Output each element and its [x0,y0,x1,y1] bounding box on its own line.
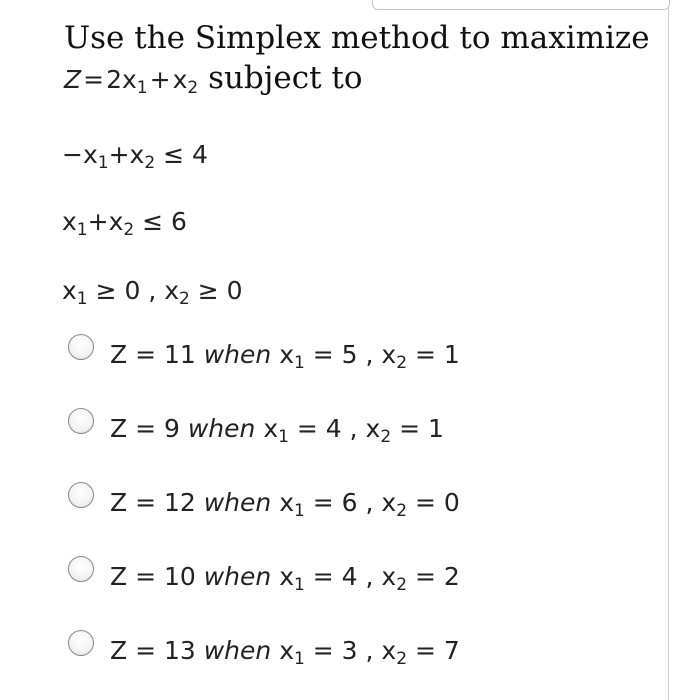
question-prefix: Use the Simplex method to maximize [64,20,650,56]
option-when: when [203,487,272,517]
option-x1-val: = 3 , x [304,635,397,665]
option-z: Z = 12 [110,487,196,517]
top-tab [372,0,670,10]
option-x2-sub: 2 [396,352,408,373]
option-x2-sub: 2 [380,426,392,447]
constraint-1-op: +x [108,140,145,169]
constraint-1-op-sub: 2 [144,153,156,173]
option-x2-val: = 1 [391,413,444,443]
radio-button[interactable] [68,408,94,434]
objective-term1: 2x [106,65,137,94]
answer-option-2[interactable] [68,408,444,448]
objective-term2: x [172,65,188,94]
radio-button[interactable] [68,334,94,360]
option-x1-sub: 1 [294,574,305,595]
constraint-2-lhs: x [62,207,77,236]
objective-plus: + [149,65,171,94]
option-when: when [187,413,256,443]
constraint-2-op-sub: 2 [123,220,135,240]
question-text [64,18,654,100]
answer-option-2-label [110,413,444,447]
answer-option-1[interactable] [68,334,460,374]
constraint-3-op-sub: 2 [179,289,190,309]
constraint-3-rhs: ≥ 0 [189,276,243,305]
option-z: Z = 9 [110,413,180,443]
option-x1-sub: 1 [278,426,289,447]
constraint-1-lhs-sub: 1 [97,153,109,173]
option-x2-val: = 1 [407,339,460,369]
answer-option-4-label [110,561,460,595]
option-x1-sub: 1 [294,648,305,669]
option-when: when [203,561,272,591]
answer-option-3[interactable] [68,482,460,522]
objective-eq: = [83,65,105,94]
radio-button[interactable] [68,630,94,656]
constraint-2-rhs: ≤ 6 [134,207,187,236]
option-x2-sub: 2 [396,574,408,595]
objective-z: Z [64,65,82,94]
option-x1-sub: 1 [294,500,305,521]
option-z: Z = 11 [110,339,196,369]
option-x1: x [279,339,295,369]
option-x1-val: = 6 , x [304,487,397,517]
constraint-3-lhs-sub: 1 [76,289,88,309]
objective-term1-sub: 1 [136,78,148,98]
constraint-2-op: +x [87,207,124,236]
option-x1: x [279,635,295,665]
constraint-nonnegativity [62,276,243,309]
option-when: when [203,635,272,665]
option-when: when [203,339,272,369]
answer-option-5[interactable] [68,630,460,670]
question-suffix: subject to [208,60,363,96]
answer-option-1-label [110,339,460,373]
radio-button[interactable] [68,482,94,508]
option-x1: x [279,561,295,591]
constraint-1 [62,140,208,173]
option-x1-sub: 1 [294,352,305,373]
constraint-1-rhs: ≤ 4 [155,140,208,169]
answer-option-3-label [110,487,460,521]
option-x1-val: = 5 , x [304,339,397,369]
option-x2-sub: 2 [396,500,408,521]
option-x1: x [279,487,295,517]
answer-option-5-label [110,635,460,669]
constraint-2-lhs-sub: 1 [76,220,88,240]
constraint-2 [62,207,187,240]
option-x2-val: = 0 [407,487,460,517]
radio-button[interactable] [68,556,94,582]
constraint-3-lhs: x [62,276,77,305]
answer-option-4[interactable] [68,556,460,596]
option-z: Z = 13 [110,635,196,665]
constraint-1-lhs: −x [62,140,98,169]
objective-function [64,65,199,98]
option-x1: x [263,413,279,443]
objective-term2-sub: 2 [187,78,199,98]
option-x2-val: = 2 [407,561,460,591]
constraint-3-op: ≥ 0 , x [87,276,180,305]
option-x2-sub: 2 [396,648,408,669]
option-x1-val: = 4 , x [304,561,397,591]
option-x2-val: = 7 [407,635,460,665]
option-x1-val: = 4 , x [288,413,381,443]
option-z: Z = 10 [110,561,196,591]
